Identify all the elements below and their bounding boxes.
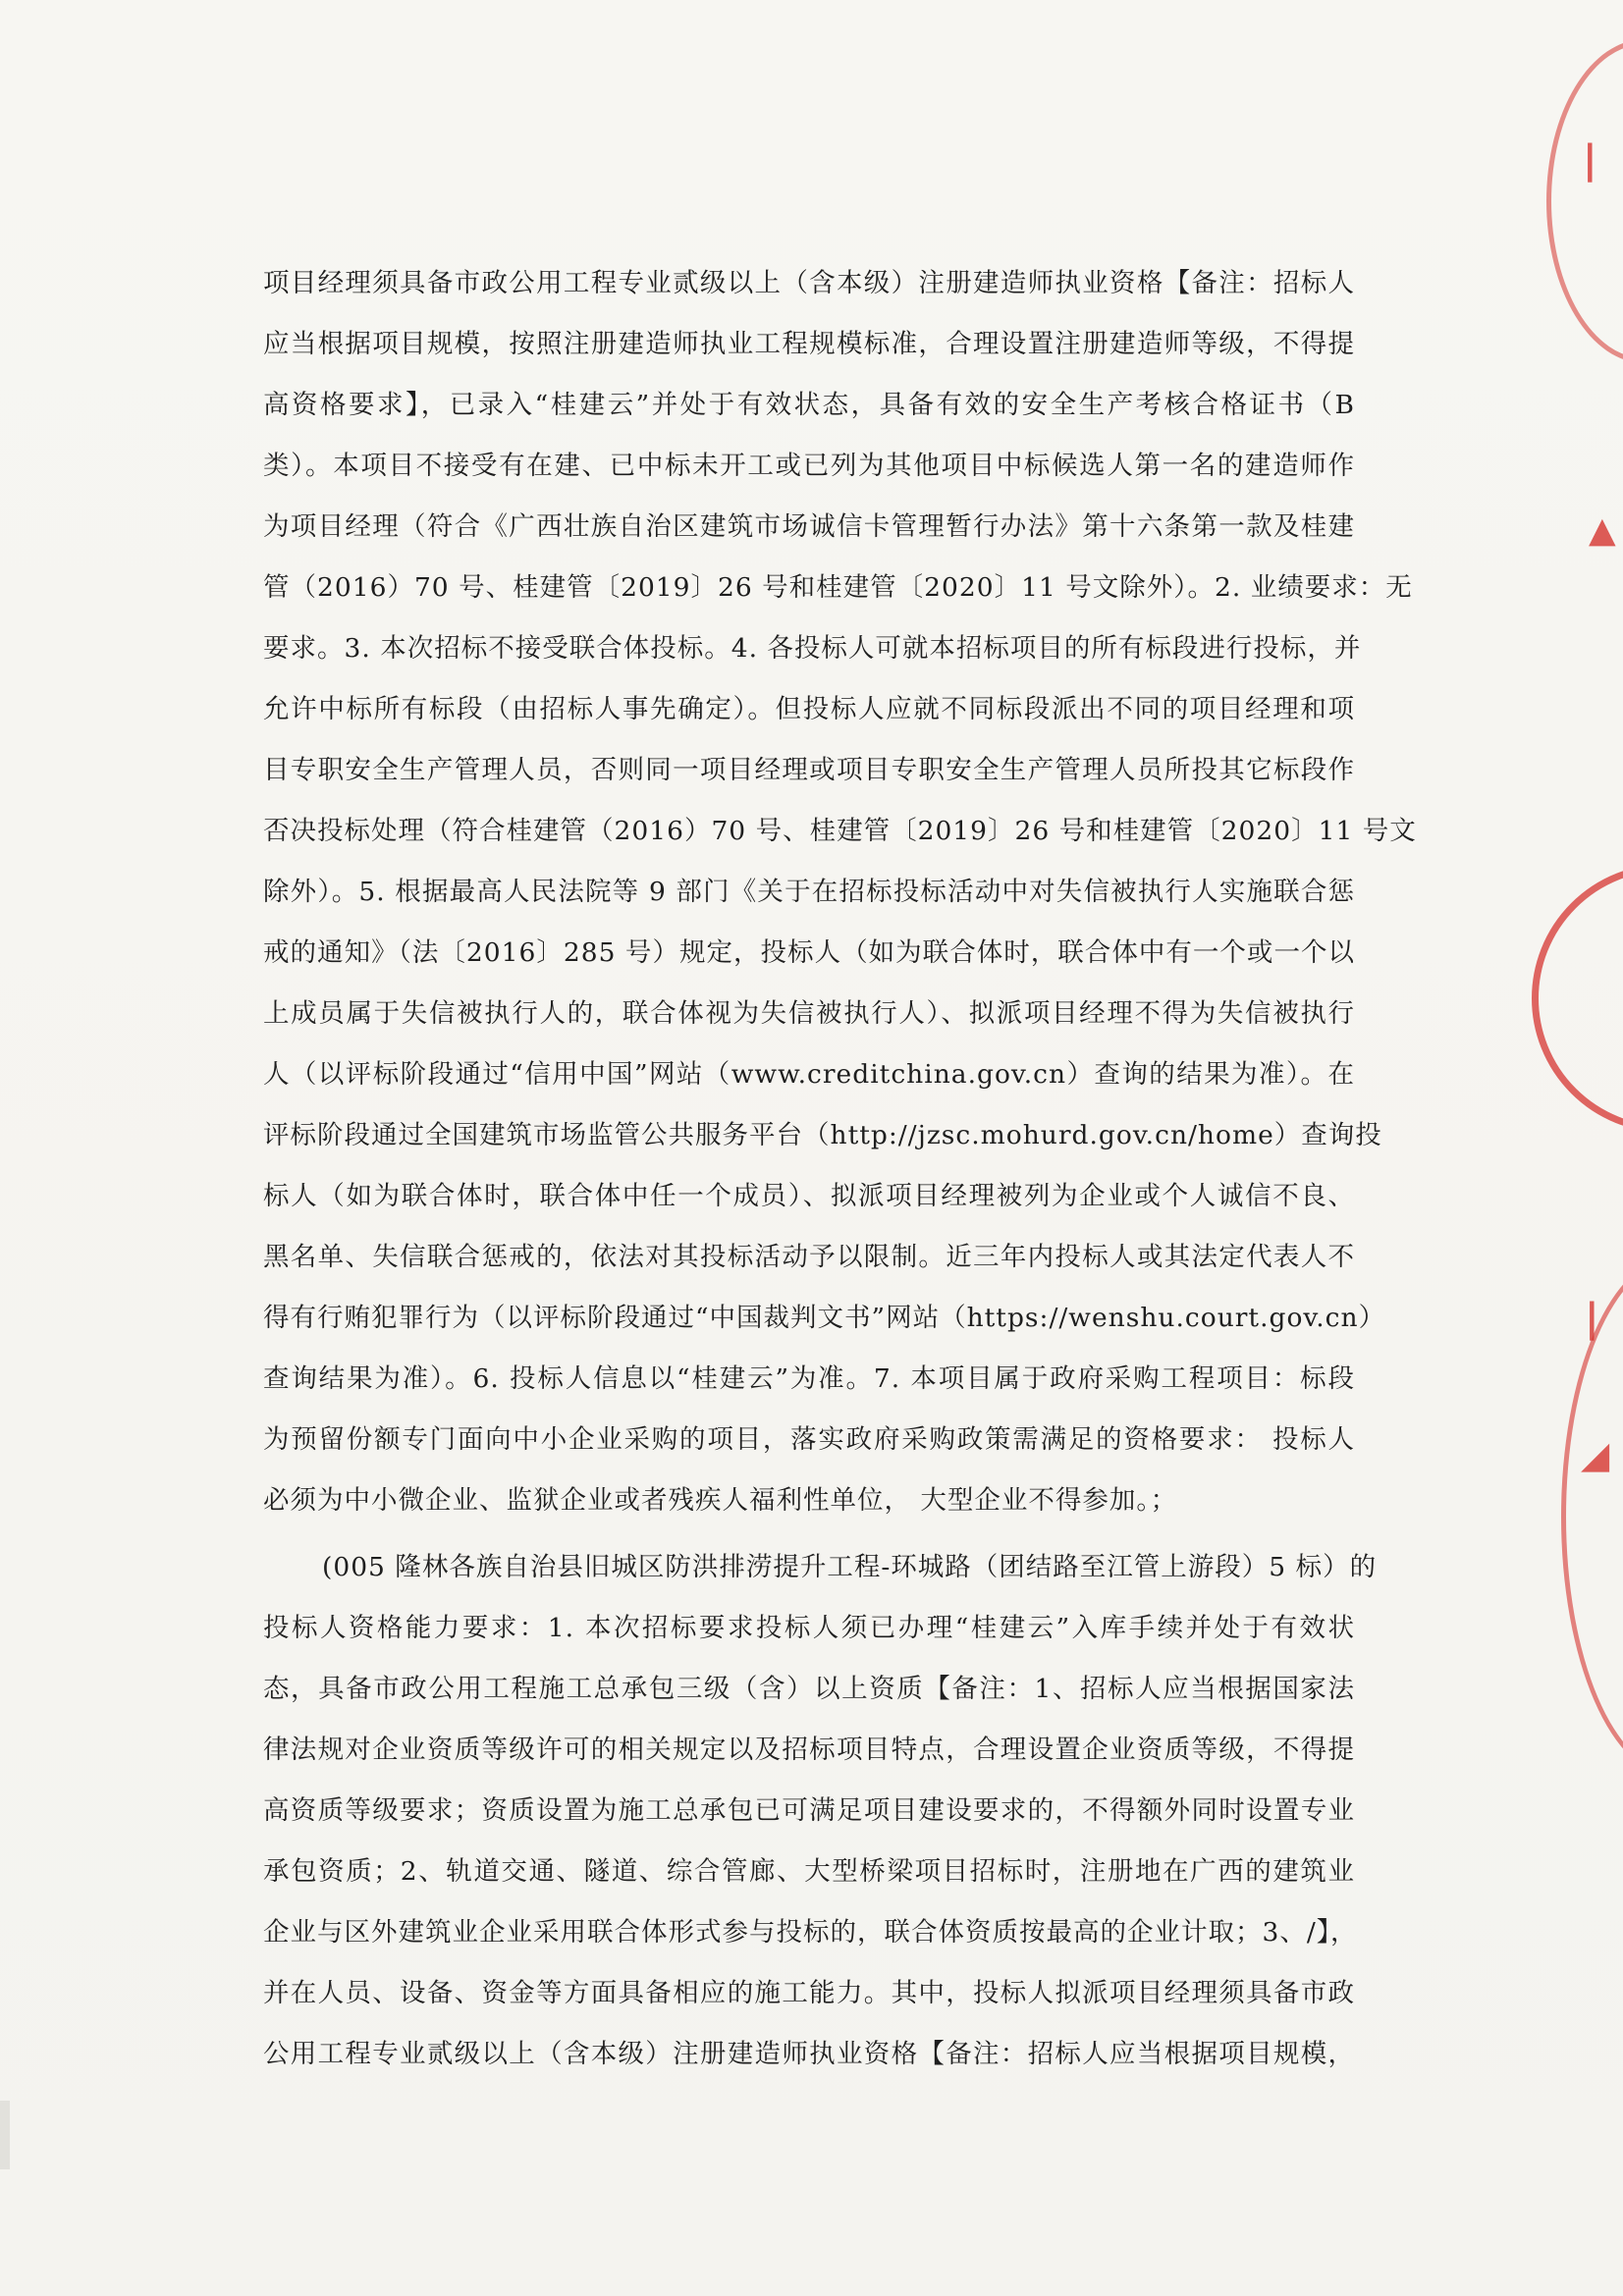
text-line: 高资格要求】，已录入“桂建云”并处于有效状态，具备有效的安全生产考核合格证书（B bbox=[263, 390, 1355, 420]
text-line: 要求。3. 本次招标不接受联合体投标。4. 各投标人可就本招标项目的所有标段进行投标，并 bbox=[263, 633, 1362, 664]
text-line: 类）。本项目不接受有在建、已中标未开工或已列为其他项目中标候选人第一名的建造师作 bbox=[263, 451, 1355, 481]
text-line: 管（2016）70 号、桂建管〔2019〕26 号和桂建管〔2020〕11 号文除外）。2. 业绩要求：无 bbox=[263, 572, 1413, 603]
text-line: 除外）。5. 根据最高人民法院等 9 部门《关于在招标投标活动中对失信被执行人实施联合惩 bbox=[263, 877, 1355, 907]
text-line: 上成员属于失信被执行人的，联合体视为失信被执行人）、拟派项目经理不得为失信被执行 bbox=[263, 998, 1355, 1029]
red-seal-top bbox=[1546, 39, 1623, 363]
text-line: 应当根据项目规模，按照注册建造师执业工程规模标准，合理设置注册建造师等级，不得提 bbox=[263, 329, 1355, 359]
text-line: 企业与区外建筑业企业采用联合体形式参与投标的，联合体资质按最高的企业计取；3、/】， bbox=[263, 1917, 1358, 1948]
text-line: 必须为中小微企业、监狱企业或者残疾人福利性单位， 大型企业不得参加。； bbox=[263, 1485, 1178, 1516]
text-line: (005 隆林各族自治县旧城区防洪排涝提升工程-环城路（团结路至江管上游段）5 标）的 bbox=[322, 1552, 1378, 1582]
text-line: 为预留份额专门面向中小企业采购的项目，落实政府采购政策需满足的资格要求： 投标人 bbox=[263, 1424, 1355, 1455]
text-line: 项目经理须具备市政公用工程专业贰级以上（含本级）注册建造师执业资格【备注：招标人 bbox=[263, 268, 1355, 298]
seal-fragment: ◢ bbox=[1581, 1433, 1610, 1476]
text-line: 得有行贿犯罪行为（以评标阶段通过“中国裁判文书”网站（https://wenshu.court.gov.cn） bbox=[263, 1303, 1386, 1333]
seal-fragment: ▲ bbox=[1589, 510, 1616, 551]
red-seal-middle bbox=[1532, 864, 1623, 1133]
text-line: 律法规对企业资质等级许可的相关规定以及招标项目特点，合理设置企业资质等级，不得提 bbox=[263, 1735, 1355, 1765]
text-line: 评标阶段通过全国建筑市场监管公共服务平台（http://jzsc.mohurd.gov.cn/home）查询投 bbox=[263, 1120, 1382, 1150]
document-body bbox=[263, 253, 1417, 2085]
seal-fragment: | bbox=[1585, 1296, 1599, 1341]
text-line: 否决投标处理（符合桂建管（2016）70 号、桂建管〔2019〕26 号和桂建管〔2020〕11 号文 bbox=[263, 816, 1417, 846]
text-line: 查询结果为准）。6. 投标人信息以“桂建云”为准。7. 本项目属于政府采购工程项目：标段 bbox=[263, 1363, 1355, 1394]
text-line: 高资质等级要求；资质设置为施工总承包已可满足项目建设要求的，不得额外同时设置专业 bbox=[263, 1795, 1355, 1826]
text-line: 承包资质；2、轨道交通、隧道、综合管廊、大型桥梁项目招标时，注册地在广西的建筑业 bbox=[263, 1856, 1355, 1887]
text-line: 允许中标所有标段（由招标人事先确定）。但投标人应就不同标段派出不同的项目经理和项 bbox=[263, 694, 1355, 724]
text-line: 黑名单、失信联合惩戒的，依法对其投标活动予以限制。近三年内投标人或其法定代表人不 bbox=[263, 1242, 1355, 1272]
scan-edge-shadow bbox=[0, 2101, 10, 2169]
text-line: 戒的通知》（法〔2016〕285 号）规定，投标人（如为联合体时，联合体中有一个或一个以 bbox=[263, 937, 1355, 968]
text-line: 为项目经理（符合《广西壮族自治区建筑市场诚信卡管理暂行办法》第十六条第一款及桂建 bbox=[263, 511, 1355, 542]
text-line: 人（以评标阶段通过“信用中国”网站（www.creditchina.gov.cn）查询的结果为准）。在 bbox=[263, 1059, 1355, 1090]
text-line: 态，具备市政公用工程施工总承包三级（含）以上资质【备注：1、招标人应当根据国家法 bbox=[263, 1674, 1355, 1704]
text-line: 并在人员、设备、资金等方面具备相应的施工能力。其中，投标人拟派项目经理须具备市政 bbox=[263, 1978, 1355, 2008]
text-line: 目专职安全生产管理人员，否则同一项目经理或项目专职安全生产管理人员所投其它标段作 bbox=[263, 755, 1355, 785]
paragraph-section-005 bbox=[263, 1537, 1378, 2085]
text-line: 投标人资格能力要求：1. 本次招标要求投标人须已办理“桂建云”入库手续并处于有效状 bbox=[263, 1613, 1355, 1643]
text-line: 标人（如为联合体时，联合体中任一个成员）、拟派项目经理被列为企业或个人诚信不良、 bbox=[263, 1181, 1355, 1211]
text-line: 公用工程专业贰级以上（含本级）注册建造师执业资格【备注：招标人应当根据项目规模， bbox=[263, 2039, 1355, 2069]
paragraph-qualification-continued bbox=[263, 253, 1417, 1531]
seal-fragment: | bbox=[1583, 137, 1597, 183]
